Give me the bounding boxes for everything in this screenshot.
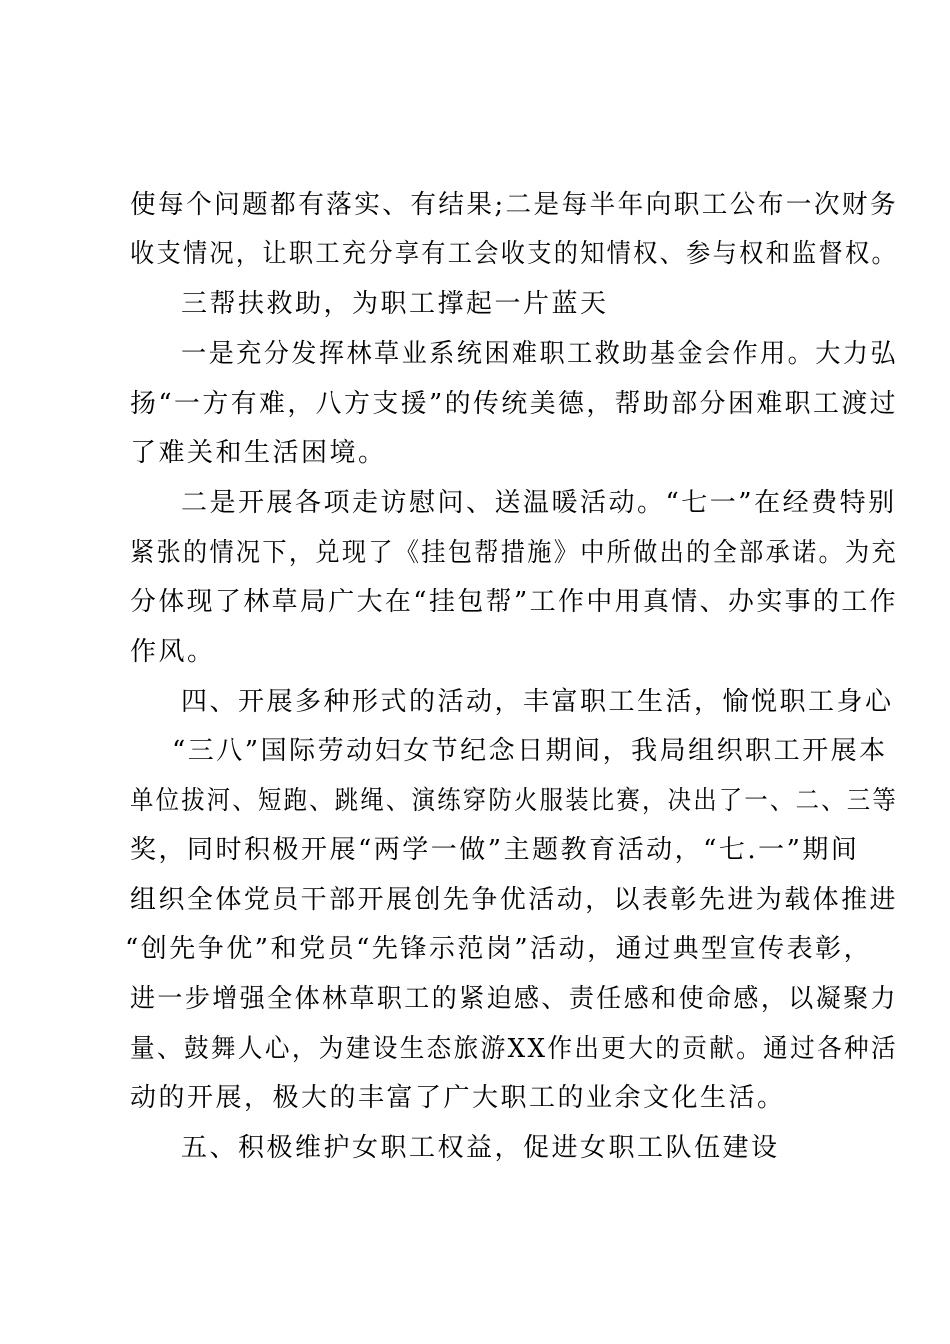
text-line-9: 分体现了林草局广大在“挂包帮”工作中用真情、办实事的工作: [130, 587, 898, 617]
text-line-16: “创先争优”和党员“先锋示范岗”活动，通过典型宣传表彰，: [125, 934, 873, 964]
text-line-12: “三八”国际劳动妇女节纪念日期间，我局组织职工开展本: [172, 736, 888, 766]
text-line-18: 量、鼓舞人心，为建设生态旅游XX作出更大的贡献。通过各种活: [130, 1034, 898, 1064]
text-line-6: 了难关和生活困境。: [130, 438, 387, 468]
text-line-14: 奖，同时积极开展“两学一做”主题教育活动，“七.一”期间: [130, 835, 860, 865]
text-line-2: 收支情况，让职工充分享有工会收支的知情权、参与权和监督权。: [130, 239, 898, 269]
text-line-1: 使每个问题都有落实、有结果;二是每半年向职工公布一次财务: [130, 190, 898, 220]
text-line-19: 动的开展，极大的丰富了广大职工的业余文化生活。: [130, 1083, 786, 1113]
text-line-13: 单位拔河、短跑、跳绳、演练穿防火服装比赛，决出了一、二、三等: [130, 786, 898, 816]
text-line-4: 一是充分发挥林草业系统困难职工救助基金会作用。大力弘: [181, 339, 898, 369]
text-line-15: 组织全体党员干部开展创先争优活动，以表彰先进为载体推进: [130, 885, 898, 915]
text-line-7: 二是开展各项走访慰问、送温暖活动。“七一”在经费特别: [181, 488, 897, 518]
text-line-17: 进一步增强全体林草职工的紧迫感、责任感和使命感，以凝聚力: [130, 984, 898, 1014]
text-line-5: 扬“一方有难，八方支援”的传统美德，帮助部分困难职工渡过: [130, 389, 898, 419]
text-line-10: 作风。: [130, 637, 216, 667]
section-heading-4: 四、开展多种形式的活动，丰富职工生活，愉悦职工身心: [181, 687, 894, 717]
section-heading-5: 五、积极维护女职工权益，促进女职工队伍建设: [181, 1133, 780, 1163]
section-heading-3: 三帮扶救助，为职工撑起一片蓝天: [181, 289, 609, 319]
text-line-8: 紧张的情况下，兑现了《挂包帮措施》中所做出的全部承诺。为充: [130, 538, 898, 568]
